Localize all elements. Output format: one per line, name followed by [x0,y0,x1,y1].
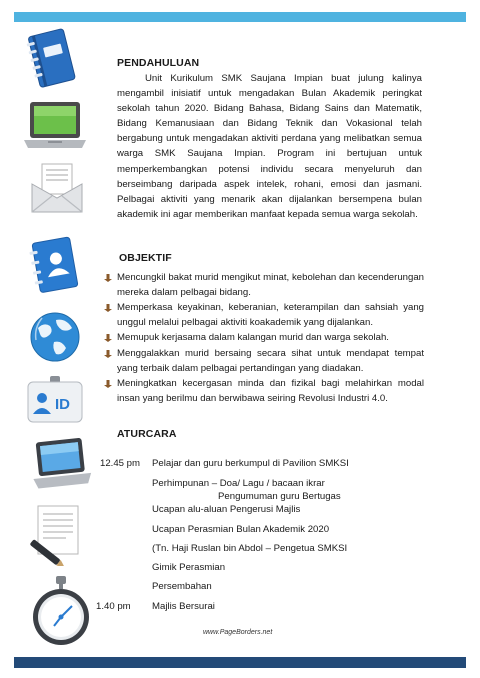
schedule-item: (Tn. Haji Ruslan bin Abdol – Pengetua SMKSI [152,543,348,554]
time-end: 1.40 pm [96,601,131,612]
arrow-bullet-icon [104,274,112,282]
section-heading-pendahuluan: PENDAHULUAN [117,57,200,69]
bottom-border-bar [14,657,466,668]
arrow-bullet-icon [104,380,112,388]
schedule-item: Pelajar dan guru berkumpul di Pavilion SMKSI [152,458,349,469]
schedule-item: Pengumuman guru Bertugas [218,491,341,502]
laptop-icon [22,100,90,150]
schedule-item: Ucapan alu-aluan Pengerusi Majlis [152,504,301,515]
objective-list [104,271,424,407]
list-item: Meningkatkan kecergasan minda dan fizikal bagi melahirkan modal insan yang berilmu dan berwibawa seiring Revolusi Industri 4.0. [104,377,424,406]
arrow-bullet-icon [104,350,112,358]
envelope-icon [28,162,86,216]
time-start: 12.45 pm [100,458,141,469]
schedule-item: Perhimpunan – Doa/ Lagu / bacaan ikrar [152,478,325,489]
section-heading-aturcara: ATURCARA [117,428,177,440]
intro-paragraph [117,71,422,222]
notebook-icon [24,26,80,92]
laptop-icon [30,436,92,492]
footer-watermark: www.PageBorders.net [203,629,273,636]
intro-text: Unit Kurikulum SMK Saujana Impian buat julung kalinya mengambil inisiatif untuk mengadakan Bulan Akademik peringkat sekolah tahun 2020. Bidang Bahasa, Bidang Sains dan Matematik, Bidang Kemanusiaan dan Bidang Teknik dan Vokasional telah bergabung untuk mengadakan aktiviti perdana yang melibatkan semua warga SMK Saujana Impian. Program ini bertujuan untuk memperkembangkan potensi individu secara menyeluruh dan berseimbang daripada aspek intelek, rohani, emosi dan jasmani. Pelbagai aktiviti yang menarik akan dijalankan bersempena bulan akademik ini agar memberikan manfaat kepada semua warga sekolah. [117,73,422,220]
schedule-item: Gimik Perasmian [152,562,226,573]
section-heading-objektif: OBJEKTIF [119,252,172,264]
contacts-book-icon [28,236,80,294]
arrow-bullet-icon [104,304,112,312]
svg-text:ID: ID [55,396,70,413]
id-badge-icon [26,376,84,424]
schedule-item: Persembahan [152,581,212,592]
globe-icon [28,310,82,364]
schedule-item: Majlis Bersurai [152,601,215,612]
list-item: Mencungkil bakat murid mengikut minat, kebolehan dan kecenderungan mereka dalam pelbagai bidang. [104,271,424,300]
top-border-bar [14,12,466,22]
document-pen-icon [24,504,86,566]
arrow-bullet-icon [104,334,112,342]
schedule-item: Ucapan Perasmian Bulan Akademik 2020 [152,524,330,535]
list-item: Menggalakkan murid bersaing secara sihat untuk mendapat tempat yang terbaik dalam pelbagai pertandingan yang diadakan. [104,347,424,376]
list-item: Memperkasa keyakinan, keberanian, keterampilan dan sahsiah yang unggul melalui pelbagai aktiviti koakademik yang dijalankan. [104,301,424,330]
stopwatch-icon [30,574,92,648]
list-item: Memupuk kerjasama dalam kalangan murid dan warga sekolah. [104,331,424,346]
